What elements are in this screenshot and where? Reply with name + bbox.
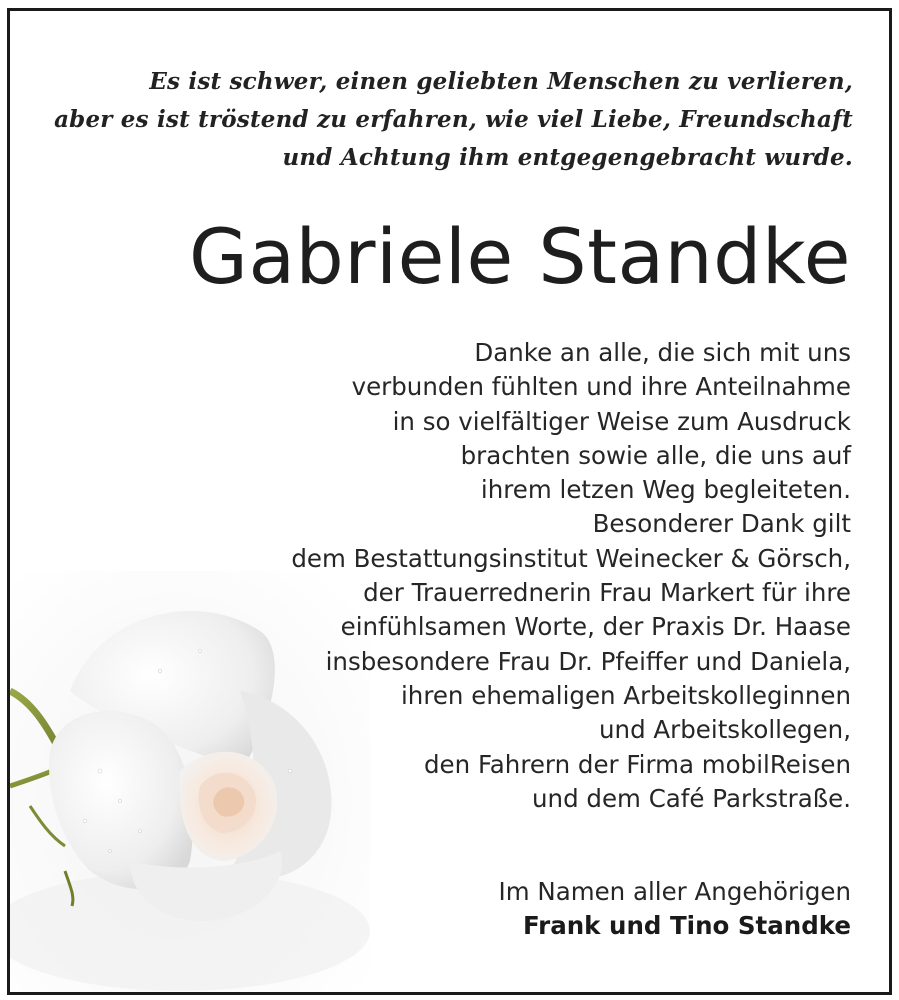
- message-line: ihrem letzen Weg begleiteten.: [480, 475, 851, 505]
- message-line: und Arbeitskollegen,: [599, 715, 851, 745]
- message-line: Danke an alle, die sich mit uns: [474, 338, 851, 367]
- message-line: Besonderer Dank gilt: [592, 509, 851, 539]
- quote-line: und Achtung ihm entgegengebracht wurde.: [282, 144, 853, 171]
- memorial-quote: [54, 63, 853, 177]
- message-line: in so vielfältiger Weise zum Ausdruck: [392, 406, 851, 436]
- quote-line: aber es ist tröstend zu erfahren, wie viel Liebe, Freundschaft: [54, 106, 853, 133]
- message-line: verbunden fühlten und ihre Anteilnahme: [351, 372, 851, 402]
- message-line: und dem Café Parkstraße.: [532, 783, 851, 813]
- quote-line: Es ist schwer, einen geliebten Menschen zu verlieren,: [149, 68, 853, 95]
- message-line: der Trauerrednerin Frau Markert für ihre: [363, 578, 851, 608]
- message-line: brachten sowie alle, die uns auf: [460, 440, 851, 470]
- signature-block: [499, 875, 852, 943]
- message-line: ihren ehemaligen Arbeitskolleginnen: [400, 680, 851, 710]
- deceased-name: Gabriele Standke: [189, 212, 851, 301]
- message-line: einfühlsamen Worte, der Praxis Dr. Haase: [340, 612, 851, 642]
- signature-intro: Im Namen aller Angehörigen: [498, 877, 851, 906]
- signature-names: Frank und Tino Standke: [522, 911, 851, 940]
- message-line: insbesondere Frau Dr. Pfeiffer und Daniela,: [325, 646, 851, 676]
- thank-you-message: [291, 336, 851, 816]
- obituary-frame: [7, 8, 892, 995]
- message-line: dem Bestattungsinstitut Weinecker & Görsch,: [291, 543, 851, 573]
- message-line: den Fahrern der Firma mobilReisen: [424, 749, 851, 779]
